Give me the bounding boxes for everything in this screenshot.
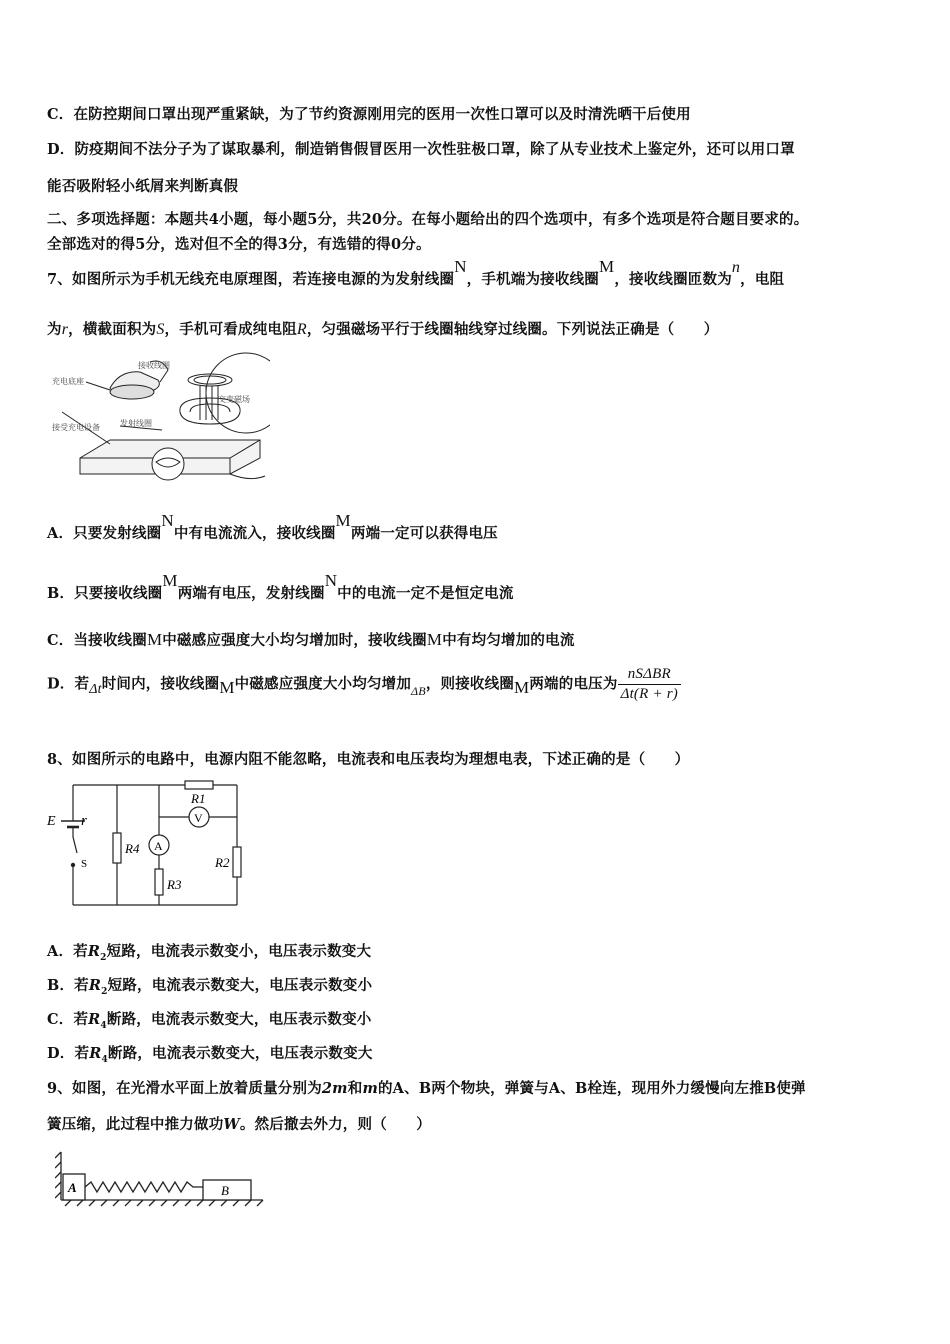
symbol-N: N [324,571,338,590]
symbol-M: M [598,257,615,276]
circuit-diagram [45,777,245,912]
q7-opt-text: 中磁感应强度大小均匀增加时，接收线圈 [162,632,427,649]
symbol-delta-b: ΔB [411,683,426,698]
ammeter-label: A [154,839,163,853]
q7-opt-text: 中的电流一定不是恒定电流 [337,585,514,602]
q7-opt-text: 两端的电压为 [529,675,618,693]
symbol-R: R [88,1011,101,1028]
q8-opt-text: 断路，电流表示数变大，电压表示数变小 [106,1011,372,1028]
label-receiving-coil: 接收线圈 [138,361,170,370]
q7-opt-text: B．只要接收线圈 [47,585,163,602]
q8-opt-text: B．若 [47,977,89,994]
symbol-m: m [362,1080,378,1097]
q8-stem: 8、如图所示的电路中，电源内阻不能忽略，电流表和电压表均为理想电表，下述正确的是（ ） [47,751,690,768]
label-R2: R2 [215,855,230,870]
q8-opt-text: A．若 [47,943,88,960]
subscript: 4 [100,1020,107,1031]
wireless-charging-figure [50,350,270,492]
q7-stem-line1 [47,257,785,289]
label-R3: R3 [167,877,182,892]
label-emitting-coil: 发射线圈 [120,419,152,428]
q7-opt-text: 中有均匀增加的电流 [442,632,575,649]
q9-stem-line2 [47,1113,431,1134]
q8-opt-text: 短路，电流表示数变大，电压表示数变小 [107,977,373,994]
fraction-numerator: nSΔBR [618,666,681,685]
q7-text: ，接收线圈匝数为 [614,271,732,288]
symbol-R: R [89,1045,102,1062]
symbol-M: M [162,571,178,590]
voltage-fraction [618,666,681,703]
symbol-2m: 2m [321,1080,348,1097]
symbol-R: R [296,321,307,338]
symbol-R: R [88,977,102,994]
q8-opt-text: 断路，电流表示数变大，电压表示数变大 [107,1045,373,1062]
symbol-N: N [161,511,174,530]
label-block-A: A [68,1180,77,1195]
label-alternating-field: 交变磁场 [218,395,250,404]
subscript: 2 [101,986,108,997]
q6-option-d-line1: D．防疫期间不法分子为了谋取暴利，制造销售假冒医用一次性驻极口罩，除了从专业技术上鉴定外，还可以用口罩 [47,141,795,158]
symbol-M: M [514,677,530,697]
q7-text: 为 [47,321,62,338]
spring-blocks-figure [55,1148,270,1210]
label-charging-base: 充电底座 [52,377,84,386]
label-block-B: B [221,1183,229,1198]
label-E: E [47,814,56,829]
symbol-M: M [426,630,443,649]
q7-option-b [47,571,514,603]
q7-option-a [47,511,498,543]
q6-option-d-line2: 能否吸附轻小纸屑来判断真假 [47,178,239,195]
q8-option-b [47,974,372,997]
q9-text: 的A、B两个物块，弹簧与A、B栓连，现用外力缓慢向左推B使弹 [377,1080,806,1097]
q7-text: ，匀强磁场平行于线圈轴线穿过线圈。下列说法正确是（ ） [306,321,719,338]
symbol-W: W [223,1116,240,1133]
q7-stem-line2 [47,318,718,339]
q7-text: ，手机端为接收线圈 [466,271,599,288]
symbol-N: N [454,257,467,276]
q8-opt-text: D．若 [47,1045,90,1062]
symbol-delta-t: Δt [89,681,102,697]
label-r: r [81,813,87,829]
section2-instructions-line2: 全部选对的得5分，选对但不全的得3分，有选错的得0分。 [47,236,431,253]
q7-opt-text: 两端一定可以获得电压 [350,525,498,542]
subscript: 4 [101,1054,108,1065]
q7-opt-text: 两端有电压，发射线圈 [177,585,325,602]
q7-option-d [47,666,681,703]
symbol-M: M [335,511,351,530]
q7-opt-text: 中磁感应强度大小均匀增加 [234,675,412,693]
q7-opt-text: C．当接收线圈 [47,632,147,649]
q7-opt-text: A．只要发射线圈 [47,525,162,542]
symbol-M: M [146,630,163,649]
label-R1: R1 [191,791,206,806]
q9-text: 簧压缩，此过程中推力做功 [47,1116,224,1133]
q7-opt-text: 中有电流流入，接收线圈 [173,525,336,542]
voltmeter-label: V [194,811,203,825]
q8-option-c [47,1008,371,1031]
section2-instructions-line1: 二、多项选择题：本题共4小题，每小题5分，共20分。在每小题给出的四个选项中，有多个选项是符合题目要求的。 [47,211,809,228]
q7-text: 7、如图所示为手机无线充电原理图，若连接电源的为发射线圈 [47,271,455,288]
q7-opt-text: ，则接收线圈 [425,675,515,693]
q7-opt-text: 时间内，接收线圈 [101,675,220,693]
q9-text: 和 [347,1080,363,1097]
q8-option-d [47,1042,373,1065]
q9-text: 9、如图，在光滑水平面上放着质量分别为 [47,1080,322,1097]
q8-opt-text: C．若 [47,1011,89,1028]
q6-option-c: C．在防控期间口罩出现严重紧缺，为了节约资源刚用完的医用一次性口罩可以及时清洗晒干后使用 [47,106,691,123]
symbol-n: n [731,259,741,276]
q7-text: ，电阻 [740,271,785,288]
fraction-denominator: Δt(R + r) [620,686,678,702]
q7-option-c [47,629,575,650]
q7-text: ，手机可看成纯电阻 [164,321,297,338]
label-R4: R4 [125,841,140,856]
subscript: 2 [100,952,107,963]
q9-text: 。然后撤去外力，则（ ） [239,1116,431,1133]
q9-stem-line1 [47,1077,806,1098]
q7-text: ，横截面积为 [68,321,157,338]
label-device: 接受充电设备 [52,423,100,432]
label-switch-S: S [81,858,88,870]
symbol-r: r [61,321,69,338]
q7-opt-text: D．若 [47,675,90,693]
symbol-R: R [87,943,101,960]
q8-option-a [47,940,371,963]
q8-opt-text: 短路，电流表示数变小，电压表示数变大 [106,943,372,960]
symbol-M: M [219,677,235,697]
symbol-S: S [156,321,165,338]
